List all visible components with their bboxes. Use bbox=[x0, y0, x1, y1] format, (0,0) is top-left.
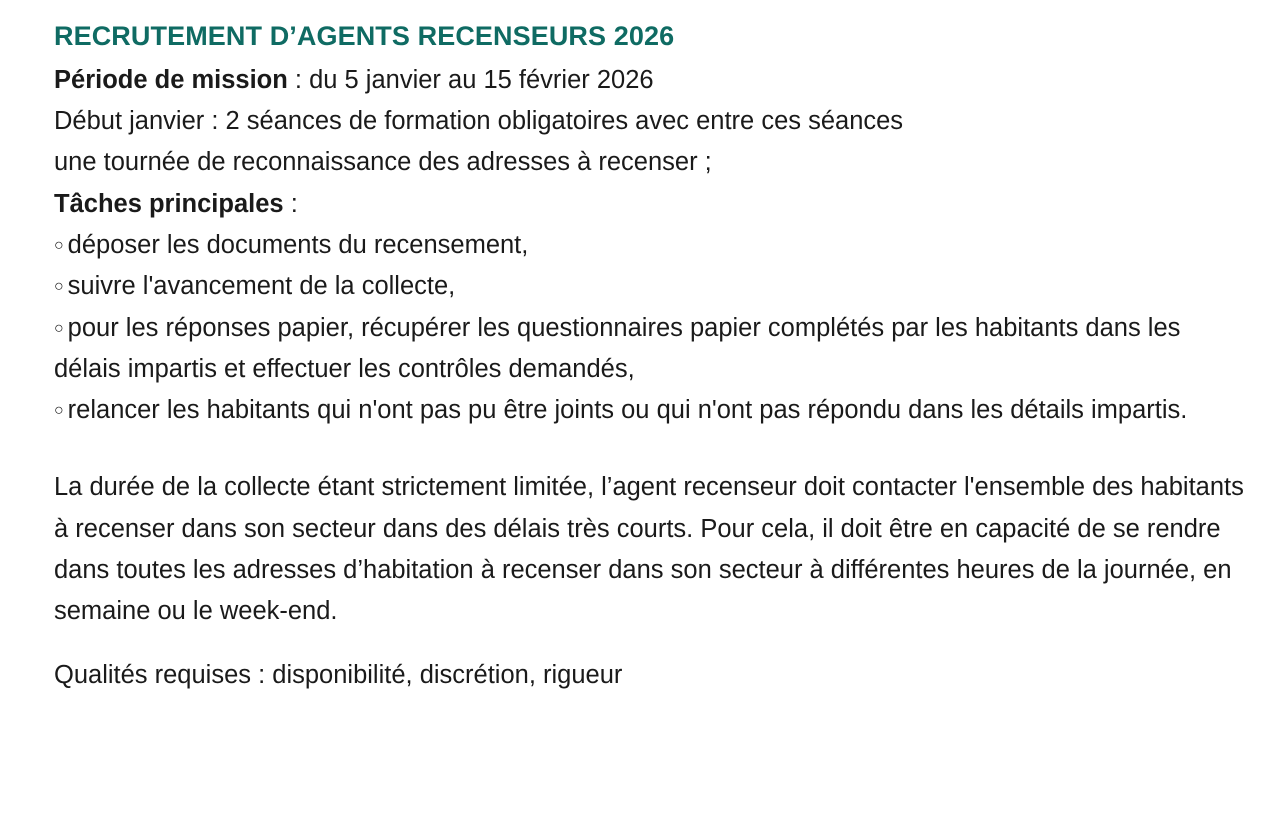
collection-duration-paragraph: La durée de la collecte étant strictement limitée, l’agent recenseur doit contacter l'ensemble des habitants à recenser dans son secteur dans des délais très courts. Pour cela, il doit être en capacité de se rendre dans toutes les adresses d’habitation à recenser dans son secteur à différentes heures de la journée, en semaine ou le week-end. bbox=[54, 473, 1244, 626]
mission-period-value: du 5 janvier au 15 février 2026 bbox=[309, 65, 654, 94]
mission-period-separator: : bbox=[287, 65, 310, 94]
list-item bbox=[54, 308, 1244, 391]
required-qualities-line: Qualités requises : disponibilité, discrétion, rigueur bbox=[54, 660, 623, 689]
tasks-heading-line bbox=[54, 184, 1244, 225]
intro-line-2: une tournée de reconnaissance des adresses à recenser ; bbox=[54, 148, 712, 177]
intro-line-1: Début janvier : 2 séances de formation obligatoires avec entre ces séances bbox=[54, 107, 904, 136]
section-spacer bbox=[54, 633, 1244, 655]
list-item bbox=[54, 225, 1244, 266]
bullet-circle-icon: ○ bbox=[54, 278, 64, 296]
bullet-circle-icon: ○ bbox=[54, 319, 64, 337]
list-item bbox=[54, 390, 1244, 431]
page-title: RECRUTEMENT D’AGENTS RECENSEURS 2026 bbox=[54, 21, 675, 51]
list-item bbox=[54, 266, 1244, 307]
mission-period-label: Période de mission bbox=[54, 65, 288, 94]
list-item-label: suivre l'avancement de la collecte, bbox=[67, 272, 456, 301]
section-spacer bbox=[54, 431, 1244, 467]
list-item-label: déposer les documents du recensement, bbox=[67, 230, 529, 259]
list-item-label: pour les réponses papier, récupérer les questionnaires papier complétés par les habitants dans les délais impartis et effectuer les contrôles demandés, bbox=[54, 313, 1181, 383]
tasks-heading-separator: : bbox=[283, 189, 298, 218]
bullet-circle-icon: ○ bbox=[54, 402, 64, 420]
mission-period-line bbox=[54, 60, 1244, 101]
bullet-circle-icon: ○ bbox=[54, 236, 64, 254]
list-item-label: relancer les habitants qui n'ont pas pu être joints ou qui n'ont pas répondu dans les détails impartis. bbox=[67, 396, 1188, 425]
tasks-heading-label: Tâches principales bbox=[54, 189, 284, 218]
